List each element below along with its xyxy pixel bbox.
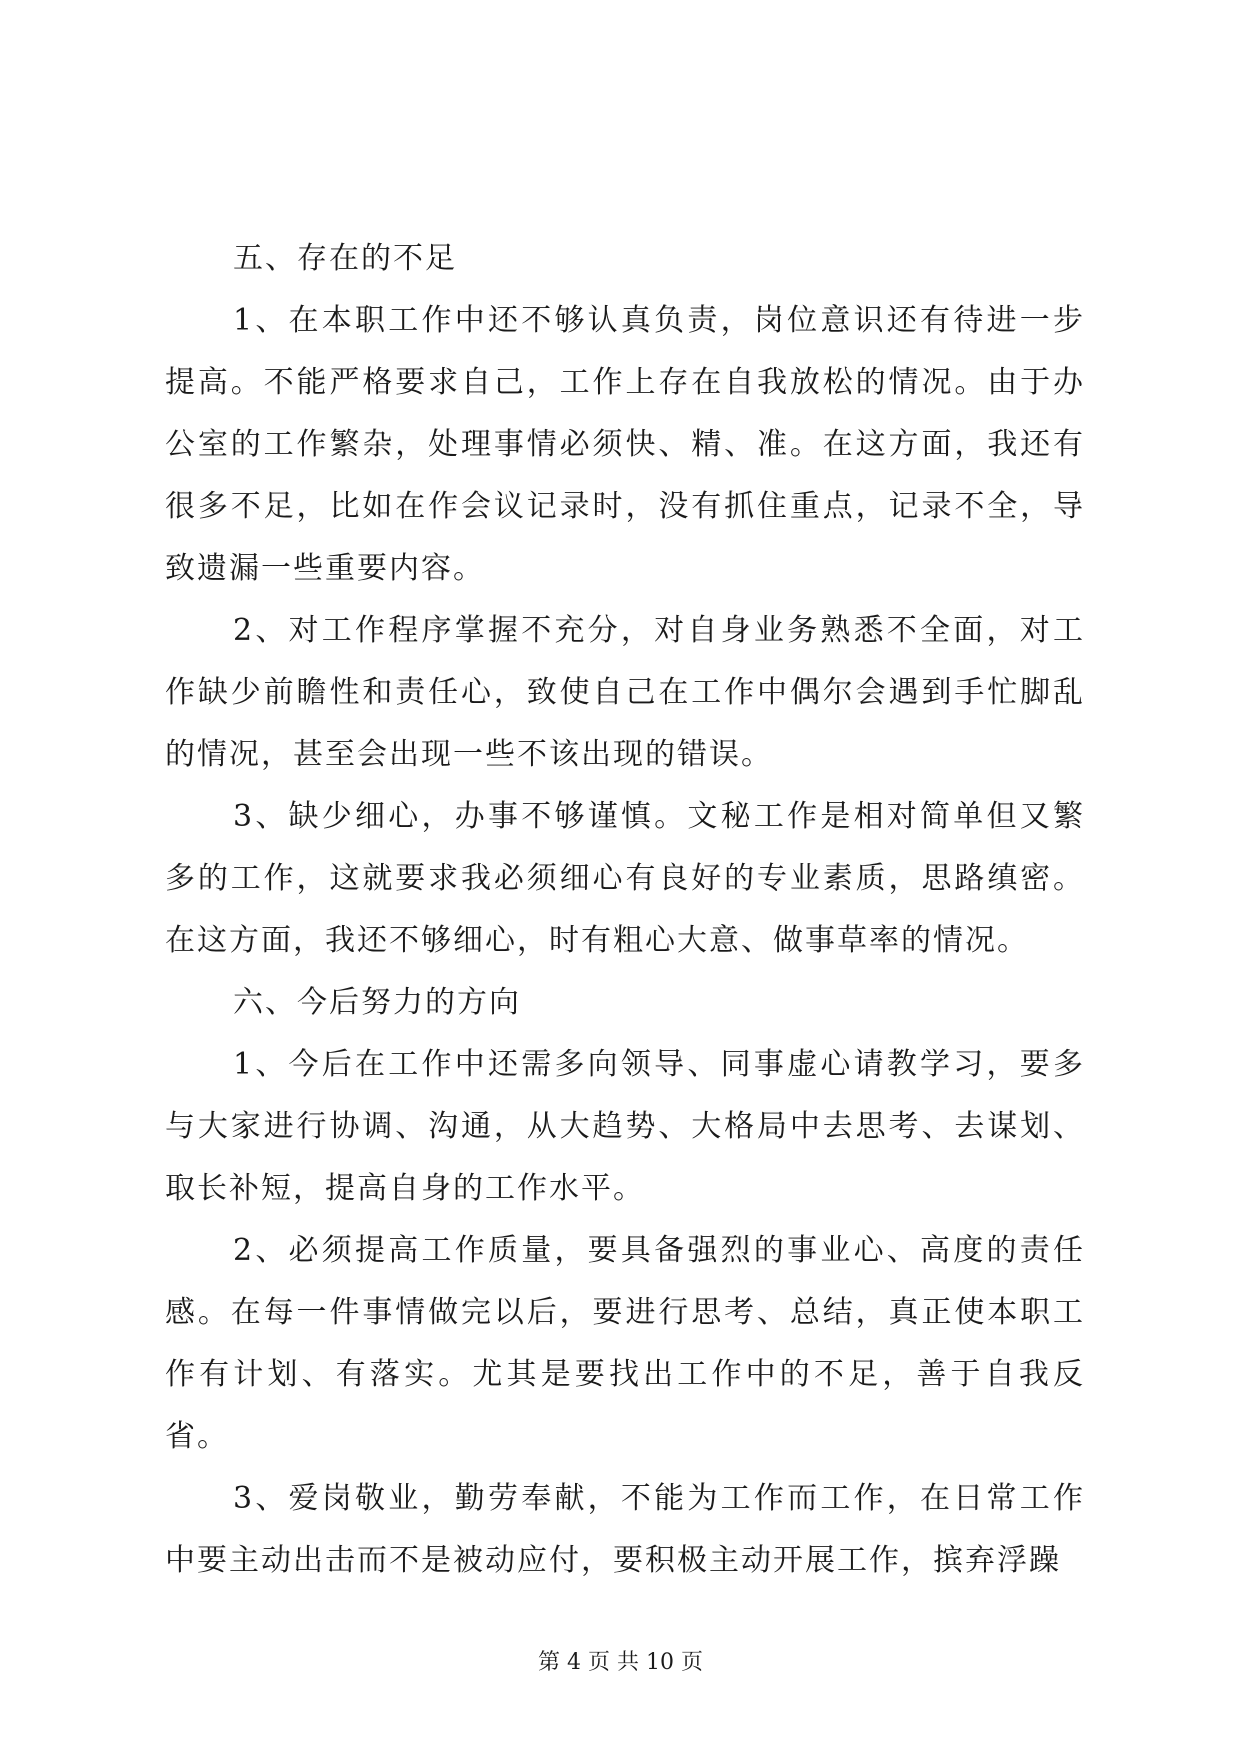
section-heading-shortcomings: 五、存在的不足 xyxy=(233,241,457,276)
direction-item-1: 1、今后在工作中还需多向领导、同事虚心请教学习，要多与大家进行协调、沟通，从大趋势、大格局中去思考、去谋划、取长补短，提高自身的工作水平。 xyxy=(165,1047,1085,1206)
shortcoming-item-3: 3、缺少细心，办事不够谨慎。文秘工作是相对简单但又繁多的工作，这就要求我必须细心有良好的专业素质，思路缜密。在这方面，我还不够细心，时有粗心大意、做事草率的情况。 xyxy=(165,799,1085,958)
shortcoming-item-1: 1、在本职工作中还不够认真负责，岗位意识还有待进一步提高。不能严格要求自己，工作上存在自我放松的情况。由于办公室的工作繁杂，处理事情必须快、精、准。在这方面，我还有很多不足，比如在作会议记录时，没有抓住重点，记录不全，导致遗漏一些重要内容。 xyxy=(165,303,1085,586)
page-number-footer: 第 4 页 共 10 页 xyxy=(538,1650,703,1675)
document-body xyxy=(165,228,1085,1592)
direction-item-3: 3、爱岗敬业，勤劳奉献，不能为工作而工作，在日常工作中要主动出击而不是被动应付，要积极主动开展工作，摈弃浮躁 xyxy=(165,1481,1085,1578)
section-heading-future-direction: 六、今后努力的方向 xyxy=(233,985,521,1020)
shortcoming-item-2: 2、对工作程序掌握不充分，对自身业务熟悉不全面，对工作缺少前瞻性和责任心，致使自己在工作中偶尔会遇到手忙脚乱的情况，甚至会出现一些不该出现的错误。 xyxy=(165,613,1085,772)
direction-item-2: 2、必须提高工作质量，要具备强烈的事业心、高度的责任感。在每一件事情做完以后，要进行思考、总结，真正使本职工作有计划、有落实。尤其是要找出工作中的不足，善于自我反省。 xyxy=(165,1233,1085,1454)
